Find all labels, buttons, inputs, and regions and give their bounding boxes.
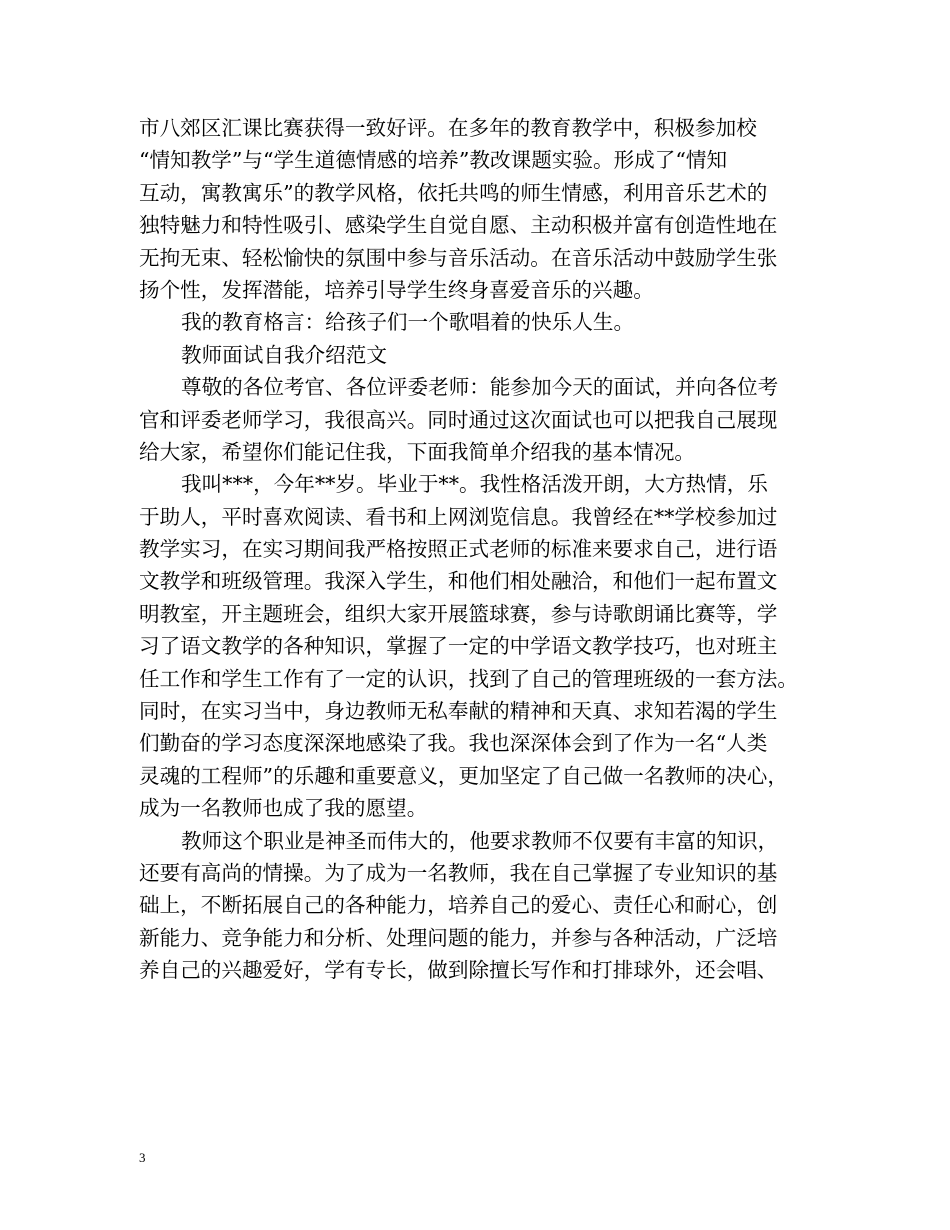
text-line: 还要有高尚的情操。为了成为一名教师，我在自己掌握了专业知识的基 xyxy=(139,860,778,885)
text-line: 养自己的兴趣爱好，学有专长，做到除擅长写作和打排球外，还会唱、 xyxy=(139,958,778,983)
text-line: “情知教学”与“学生道德情感的培养”教改课题实验。形成了“情知 xyxy=(139,148,728,173)
body-text xyxy=(139,112,811,987)
text-line: 官和评委老师学习，我很高兴。同时通过这次面试也可以把我自己展现 xyxy=(139,407,778,432)
text-line: 扬个性，发挥潜能，培养引导学生终身喜爱音乐的兴趣。 xyxy=(139,277,654,302)
text-line: 习了语文教学的各种知识，掌握了一定的中学语文教学技巧，也对班主 xyxy=(139,634,778,659)
text-line: 教师面试自我介绍范文 xyxy=(181,342,387,367)
text-line: 市八郊区汇课比赛获得一致好评。在多年的教育教学中，积极参加校 xyxy=(139,116,757,140)
text-line: 们勤奋的学习态度深深地感染了我。我也深深体会到了作为一名“人类 xyxy=(139,731,768,756)
text-line: 给大家，希望你们能记住我，下面我简单介绍我的基本情况。 xyxy=(139,439,696,464)
text-line: 成为一名教师也成了我的愿望。 xyxy=(139,796,428,821)
text-line: 于助人，平时喜欢阅读、看书和上网浏览信息。我曾经在**学校参加过 xyxy=(139,504,778,529)
text-line: 无拘无束、轻松愉快的氛围中参与音乐活动。在音乐活动中鼓励学生张 xyxy=(139,245,778,270)
text-line: 新能力、竞争能力和分析、处理问题的能力，并参与各种活动，广泛培 xyxy=(139,925,778,950)
text-line: 教师这个职业是神圣而伟大的，他要求教师不仅要有丰富的知识， xyxy=(181,828,779,853)
text-line: 我叫***，今年**岁。毕业于**。我性格活泼开朗，大方热情，乐 xyxy=(181,472,768,497)
text-line: 同时，在实习当中，身边教师无私奉献的精神和天真、求知若渴的学生 xyxy=(139,699,778,724)
text-line: 文教学和班级管理。我深入学生，和他们相处融洽，和他们一起布置文 xyxy=(139,569,778,594)
text-line: 础上，不断拓展自己的各种能力，培养自己的爱心、责任心和耐心，创 xyxy=(139,893,778,918)
text-line: 教学实习，在实习期间我严格按照正式老师的标准来要求自己，进行语 xyxy=(139,537,778,562)
text-line: 任工作和学生工作有了一定的认识，找到了自己的管理班级的一套方法。 xyxy=(139,666,798,691)
text-line: 我的教育格言：给孩子们一个歌唱着的快乐人生。 xyxy=(181,310,635,335)
text-line: 独特魅力和特性吸引、感染学生自觉自愿、主动积极并富有创造性地在 xyxy=(139,213,778,238)
text-line: 明教室，开主题班会，组织大家开展篮球赛，参与诗歌朗诵比赛等，学 xyxy=(139,601,778,626)
text-line: 尊敬的各位考官、各位评委老师：能参加今天的面试，并向各位考 xyxy=(181,375,779,400)
text-line: 灵魂的工程师”的乐趣和重要意义，更加坚定了自己做一名教师的决心， xyxy=(139,763,788,788)
page-number: 3 xyxy=(139,1150,146,1165)
text-line: 互动，寓教寓乐”的教学风格，依托共鸣的师生情感，利用音乐艺术的 xyxy=(139,180,768,205)
